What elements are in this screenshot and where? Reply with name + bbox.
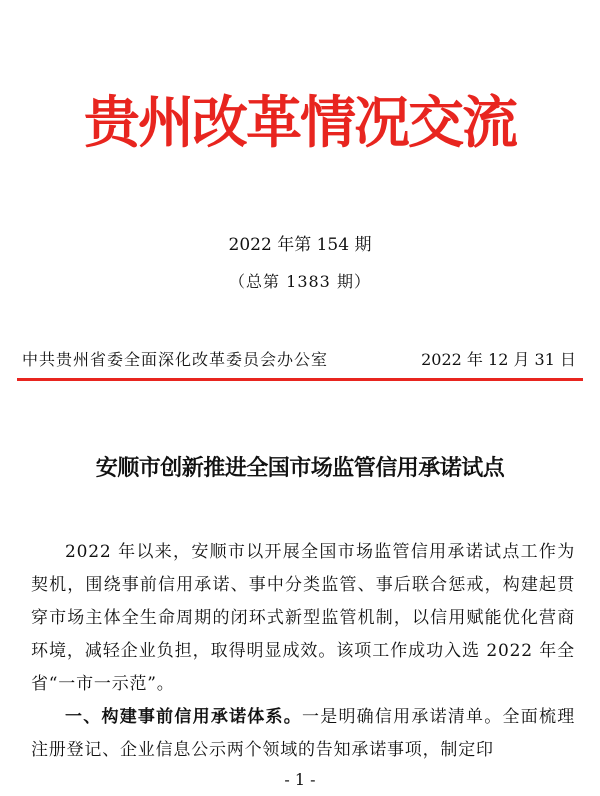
masthead-title: 贵州改革情况交流 [84, 91, 516, 156]
issue-date: 2022 年 12 月 31 日 [421, 350, 576, 369]
red-divider [17, 378, 583, 381]
section-heading: 一、构建事前信用承诺体系。 [65, 707, 302, 727]
paragraph-section-1 [31, 701, 575, 767]
article-title: 安顺市创新推进全国市场监管信用承诺试点 [95, 456, 505, 481]
paragraph-intro: 2022 年以来，安顺市以开展全国市场监管信用承诺试点工作为契机，围绕事前信用承诺、事中分类监管、事后联合惩戒，构建起贯穿市场主体全生命周期的闭环式新型监管机制，以信用赋能优化营商环境，减轻企业负担，取得明显成效。该项工作成功入选 2022 年全省“一市一示范”。 [31, 542, 575, 694]
issue-total: （总第 1383 期） [229, 272, 371, 291]
issue-number: 2022 年第 154 期 [228, 235, 372, 255]
issuing-office: 中共贵州省委全面深化改革委员会办公室 [22, 350, 329, 369]
article-body [31, 536, 575, 767]
page-number: - 1 - [284, 770, 316, 789]
section-text: 一是明确信用承诺清单。全面梳理注册登记、企业信息公示两个领域的告知承诺事项，制定印 [31, 707, 575, 760]
